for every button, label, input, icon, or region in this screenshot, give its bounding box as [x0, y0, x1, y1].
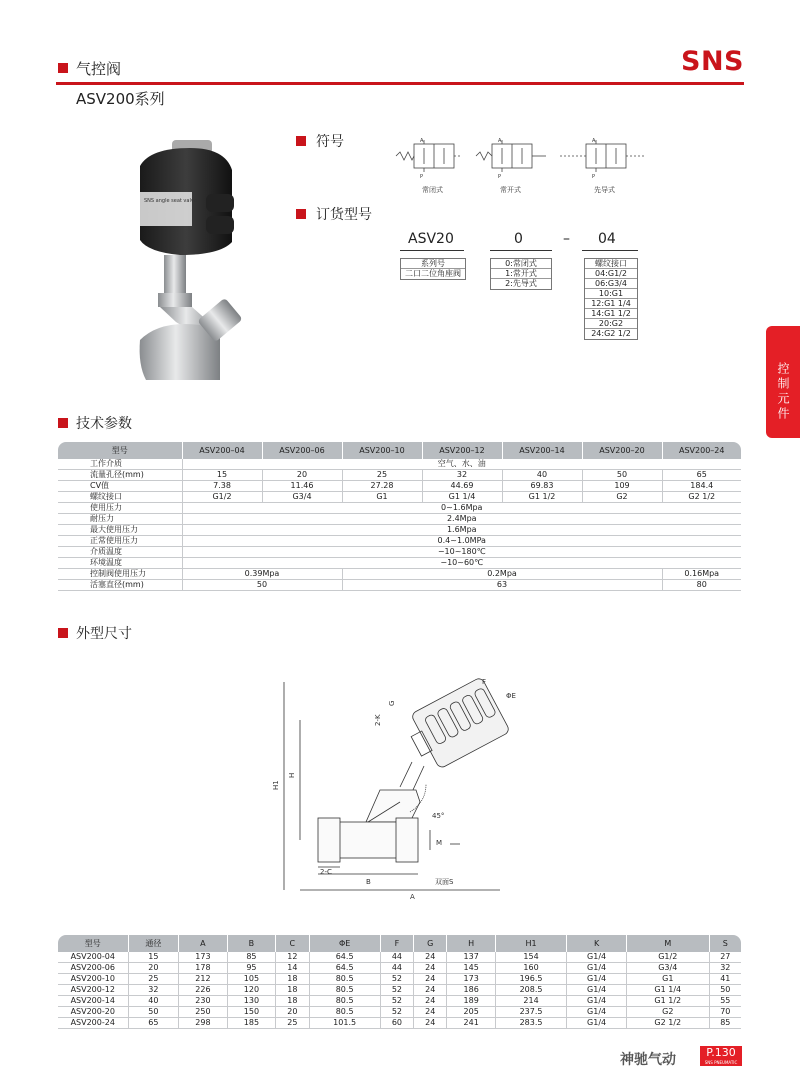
dim-h1: H1 — [272, 780, 280, 790]
table-cell: 196.5 — [495, 974, 566, 985]
order-underline — [582, 250, 638, 251]
dim-a: A — [410, 893, 415, 901]
dims-title: 外型尺寸 — [76, 626, 132, 642]
table-row — [58, 1007, 741, 1018]
table-cell: 105 — [227, 974, 276, 985]
series-box-item: 系列号 — [401, 259, 465, 269]
table-cell: 70 — [709, 1007, 741, 1018]
table-row — [58, 481, 741, 492]
dims-header-row — [58, 935, 741, 952]
header-rule — [56, 82, 744, 85]
table-cell: 173 — [447, 974, 496, 985]
tech-mark — [58, 418, 68, 428]
table-row — [58, 459, 741, 470]
valve-symbols — [390, 134, 680, 204]
table-cell: G1/2 — [182, 492, 262, 503]
row-label: 使用压力 — [58, 503, 182, 514]
table-cell: 205 — [447, 1007, 496, 1018]
table-cell: 11.46 — [262, 481, 342, 492]
type-box — [490, 258, 552, 290]
order-title: 订货型号 — [316, 207, 372, 223]
table-cell: 186 — [447, 985, 496, 996]
table-cell: 18 — [276, 974, 309, 985]
table-cell: 50 — [582, 470, 662, 481]
type-box-item: 2:先导式 — [505, 279, 537, 288]
row-label: 控制阀使用压力 — [58, 569, 182, 580]
table-cell: 214 — [495, 996, 566, 1007]
table-row — [58, 963, 741, 974]
table-row — [58, 580, 741, 591]
table-cell: −10~60℃ — [182, 558, 741, 569]
table-cell: 24 — [414, 996, 447, 1007]
row-label: CV值 — [58, 481, 182, 492]
table-cell: 24 — [414, 974, 447, 985]
tech-header-row — [58, 442, 741, 459]
tech-header-cell: ASV200–24 — [662, 442, 741, 459]
dim-c: 2-C — [320, 868, 332, 876]
series-box-item: 二口二位角座阀 — [405, 269, 461, 278]
table-cell: 80.5 — [309, 985, 380, 996]
table-cell: 160 — [495, 963, 566, 974]
table-cell: 32 — [709, 963, 741, 974]
port-a-label: A — [592, 138, 596, 144]
table-cell: 15 — [128, 952, 179, 963]
table-row — [58, 1018, 741, 1029]
table-cell: 178 — [179, 963, 228, 974]
table-cell: 101.5 — [309, 1018, 380, 1029]
table-row — [58, 974, 741, 985]
series-box — [400, 258, 466, 280]
table-cell: 18 — [276, 985, 309, 996]
table-cell: 24 — [414, 1007, 447, 1018]
table-cell: 32 — [128, 985, 179, 996]
table-cell: 85 — [709, 1018, 741, 1029]
table-cell: G2 1/2 — [626, 1018, 709, 1029]
port-box — [584, 258, 638, 340]
tech-header-cell: ASV200–06 — [262, 442, 342, 459]
table-cell: 65 — [662, 470, 741, 481]
dims-header-cell: A — [179, 935, 228, 952]
dims-header-cell: M — [626, 935, 709, 952]
tech-header-cell: ASV200–04 — [182, 442, 262, 459]
port-p-label: P — [498, 174, 502, 180]
table-cell: 44 — [380, 963, 413, 974]
dim-h: H — [288, 772, 296, 778]
table-cell: G2 — [582, 492, 662, 503]
table-cell: 145 — [447, 963, 496, 974]
table-cell: 50 — [128, 1007, 179, 1018]
dim-e: ΦE — [506, 692, 516, 700]
table-row — [58, 547, 741, 558]
table-cell: 55 — [709, 996, 741, 1007]
table-cell: 0.16Mpa — [662, 569, 741, 580]
dims-header-cell: S — [709, 935, 741, 952]
dims-table — [58, 935, 741, 1029]
table-cell: 80.5 — [309, 974, 380, 985]
table-cell: 63 — [342, 580, 662, 591]
symbol-mark — [296, 136, 306, 146]
table-cell: 24 — [414, 1018, 447, 1029]
table-row — [58, 996, 741, 1007]
table-cell: 25 — [128, 974, 179, 985]
table-cell: 154 — [495, 952, 566, 963]
dim-f: F — [482, 678, 487, 686]
table-cell: G1 — [626, 974, 709, 985]
dims-header-cell: H — [447, 935, 496, 952]
table-cell: 241 — [447, 1018, 496, 1029]
dims-header-cell: C — [276, 935, 309, 952]
series-title: ASV200系列 — [76, 90, 165, 108]
table-cell: 208.5 — [495, 985, 566, 996]
table-row — [58, 569, 741, 580]
table-row — [58, 492, 741, 503]
table-cell: G1/4 — [567, 985, 627, 996]
table-cell: 24 — [414, 985, 447, 996]
table-cell: 41 — [709, 974, 741, 985]
table-cell: 60 — [380, 1018, 413, 1029]
tech-header-cell: ASV200–12 — [422, 442, 502, 459]
table-cell: 137 — [447, 952, 496, 963]
table-cell: 44 — [380, 952, 413, 963]
table-cell: G1 1/2 — [626, 996, 709, 1007]
table-cell: 189 — [447, 996, 496, 1007]
table-cell: ASV200-24 — [58, 1018, 128, 1029]
port-box-item: 04:G1/2 — [585, 269, 637, 279]
row-label: 耐压力 — [58, 514, 182, 525]
order-underline — [400, 250, 464, 251]
table-cell: 15 — [182, 470, 262, 481]
dims-header-cell: 通径 — [128, 935, 179, 952]
table-cell: G1/4 — [567, 963, 627, 974]
table-row — [58, 503, 741, 514]
table-cell: G1/4 — [567, 952, 627, 963]
table-cell: 40 — [502, 470, 582, 481]
table-cell: 85 — [227, 952, 276, 963]
table-cell: G2 — [626, 1007, 709, 1018]
table-row — [58, 558, 741, 569]
dims-header-cell: F — [380, 935, 413, 952]
table-cell: 226 — [179, 985, 228, 996]
order-code-dash: – — [563, 231, 570, 247]
table-cell: 25 — [342, 470, 422, 481]
table-cell: 0~1.6Mpa — [182, 503, 741, 514]
port-box-item: 10:G1 — [585, 289, 637, 299]
table-cell: 25 — [276, 1018, 309, 1029]
table-row — [58, 525, 741, 536]
table-cell: 0.39Mpa — [182, 569, 342, 580]
table-cell: 2.4Mpa — [182, 514, 741, 525]
table-cell: 95 — [227, 963, 276, 974]
port-box-item: 20:G2 — [585, 319, 637, 329]
table-cell: 52 — [380, 996, 413, 1007]
table-cell: 150 — [227, 1007, 276, 1018]
table-cell: G1/4 — [567, 974, 627, 985]
table-cell: 120 — [227, 985, 276, 996]
table-cell: 69.83 — [502, 481, 582, 492]
table-cell: 184.4 — [662, 481, 741, 492]
table-cell: 27.28 — [342, 481, 422, 492]
brand-logo: SNS — [681, 46, 744, 77]
dimension-drawing — [270, 662, 540, 902]
table-cell: 65 — [128, 1018, 179, 1029]
table-row — [58, 470, 741, 481]
table-cell: 80.5 — [309, 1007, 380, 1018]
table-cell: G2 1/2 — [662, 492, 741, 503]
table-cell: 40 — [128, 996, 179, 1007]
table-cell: ASV200-10 — [58, 974, 128, 985]
table-cell: ASV200-20 — [58, 1007, 128, 1018]
dims-header-cell: B — [227, 935, 276, 952]
row-label: 螺纹接口 — [58, 492, 182, 503]
table-cell: 14 — [276, 963, 309, 974]
tech-header-cell: ASV200–10 — [342, 442, 422, 459]
row-label: 活塞直径(mm) — [58, 580, 182, 591]
table-row — [58, 536, 741, 547]
product-photo — [120, 130, 270, 390]
table-cell: 52 — [380, 974, 413, 985]
table-cell: 空气、水、油 — [182, 459, 741, 470]
table-cell: 52 — [380, 985, 413, 996]
table-cell: 212 — [179, 974, 228, 985]
table-cell: 20 — [276, 1007, 309, 1018]
port-box-item: 14:G1 1/2 — [585, 309, 637, 319]
tech-header-cell: ASV200–14 — [502, 442, 582, 459]
table-cell: 44.69 — [422, 481, 502, 492]
table-cell: 64.5 — [309, 963, 380, 974]
table-row — [58, 985, 741, 996]
table-cell: ASV200-12 — [58, 985, 128, 996]
port-a-label: A — [498, 138, 502, 144]
dims-header-cell: 型号 — [58, 935, 128, 952]
section-mark — [58, 63, 68, 73]
table-cell: ASV200-04 — [58, 952, 128, 963]
table-cell: 64.5 — [309, 952, 380, 963]
table-cell: 27 — [709, 952, 741, 963]
table-cell: 185 — [227, 1018, 276, 1029]
table-cell: G1/4 — [567, 996, 627, 1007]
table-cell: G1 1/4 — [422, 492, 502, 503]
dims-header-cell: H1 — [495, 935, 566, 952]
port-p-label: P — [592, 174, 596, 180]
table-cell: ASV200-14 — [58, 996, 128, 1007]
table-cell: 12 — [276, 952, 309, 963]
svg-text:SNS angle seat valve: SNS angle seat valve — [144, 198, 197, 204]
table-cell: ASV200-06 — [58, 963, 128, 974]
section-title: 气控阀 — [76, 60, 122, 78]
dim-s: 双面S — [435, 878, 454, 886]
port-p-label: P — [420, 174, 424, 180]
table-cell: 109 — [582, 481, 662, 492]
table-cell: G3/4 — [262, 492, 342, 503]
table-cell: G1/4 — [567, 1007, 627, 1018]
tech-title: 技术参数 — [76, 416, 132, 432]
table-cell: 230 — [179, 996, 228, 1007]
table-cell: 237.5 — [495, 1007, 566, 1018]
table-cell: 80 — [662, 580, 741, 591]
table-cell: 7.38 — [182, 481, 262, 492]
tech-header-cell: ASV200–20 — [582, 442, 662, 459]
table-cell: G3/4 — [626, 963, 709, 974]
tech-header-cell: 型号 — [58, 442, 182, 459]
dim-m: M — [436, 839, 443, 847]
tech-table — [58, 442, 741, 591]
symbol-label-no: 常开式 — [500, 186, 521, 194]
table-cell: 50 — [709, 985, 741, 996]
table-cell: 298 — [179, 1018, 228, 1029]
table-cell: 24 — [414, 952, 447, 963]
table-cell: G1 1/4 — [626, 985, 709, 996]
table-row — [58, 952, 741, 963]
dims-header-cell: ΦE — [309, 935, 380, 952]
port-box-item: 12:G1 1/4 — [585, 299, 637, 309]
symbol-title: 符号 — [316, 134, 344, 150]
table-cell: 20 — [262, 470, 342, 481]
order-code-series: ASV20 — [408, 231, 454, 247]
port-box-item: 06:G3/4 — [585, 279, 637, 289]
table-cell: −10~180℃ — [182, 547, 741, 558]
type-box-item: 0:常闭式 — [491, 259, 551, 269]
order-code-port: 04 — [598, 231, 616, 247]
row-label: 工作介质 — [58, 459, 182, 470]
dims-table-body — [58, 952, 741, 1029]
table-cell: 52 — [380, 1007, 413, 1018]
symbol-label-nc: 常闭式 — [422, 186, 443, 194]
table-cell: 250 — [179, 1007, 228, 1018]
dim-angle: 45° — [432, 812, 445, 820]
type-box-item: 1:常开式 — [491, 269, 551, 279]
order-underline — [490, 250, 552, 251]
table-cell: G1 1/2 — [502, 492, 582, 503]
table-cell: 0.4~1.0MPa — [182, 536, 741, 547]
row-label: 流量孔径(mm) — [58, 470, 182, 481]
table-cell: G1/2 — [626, 952, 709, 963]
side-category-tab[interactable]: 控制元件 — [766, 326, 800, 438]
row-label: 环境温度 — [58, 558, 182, 569]
table-cell: 50 — [182, 580, 342, 591]
port-a-label: A — [420, 138, 424, 144]
row-label: 正常使用压力 — [58, 536, 182, 547]
order-code-type: 0 — [514, 231, 523, 247]
table-cell: 24 — [414, 963, 447, 974]
order-mark — [296, 209, 306, 219]
symbol-label-pilot: 先导式 — [594, 186, 615, 194]
footer-brand: 神驰气动 — [620, 1052, 676, 1068]
table-cell: 1.6Mpa — [182, 525, 741, 536]
table-row — [58, 514, 741, 525]
dim-g: G — [388, 700, 396, 706]
table-cell: 18 — [276, 996, 309, 1007]
table-cell: 173 — [179, 952, 228, 963]
port-box-item: 24:G2 1/2 — [591, 329, 631, 338]
dims-header-cell: G — [414, 935, 447, 952]
page-subtitle: SNS PNEUMATIC — [704, 1060, 738, 1065]
dim-k: 2-K — [374, 714, 382, 726]
row-label: 介质温度 — [58, 547, 182, 558]
dims-header-cell: K — [567, 935, 627, 952]
table-cell: G1/4 — [567, 1018, 627, 1029]
table-cell: G1 — [342, 492, 422, 503]
page-number: P.130 — [700, 1046, 742, 1066]
table-cell: 0.2Mpa — [342, 569, 662, 580]
table-cell: 20 — [128, 963, 179, 974]
table-cell: 32 — [422, 470, 502, 481]
table-cell: 130 — [227, 996, 276, 1007]
port-box-item: 螺纹接口 — [585, 259, 637, 269]
dims-mark — [58, 628, 68, 638]
table-cell: 80.5 — [309, 996, 380, 1007]
dim-b: B — [366, 878, 371, 886]
row-label: 最大使用压力 — [58, 525, 182, 536]
table-cell: 283.5 — [495, 1018, 566, 1029]
